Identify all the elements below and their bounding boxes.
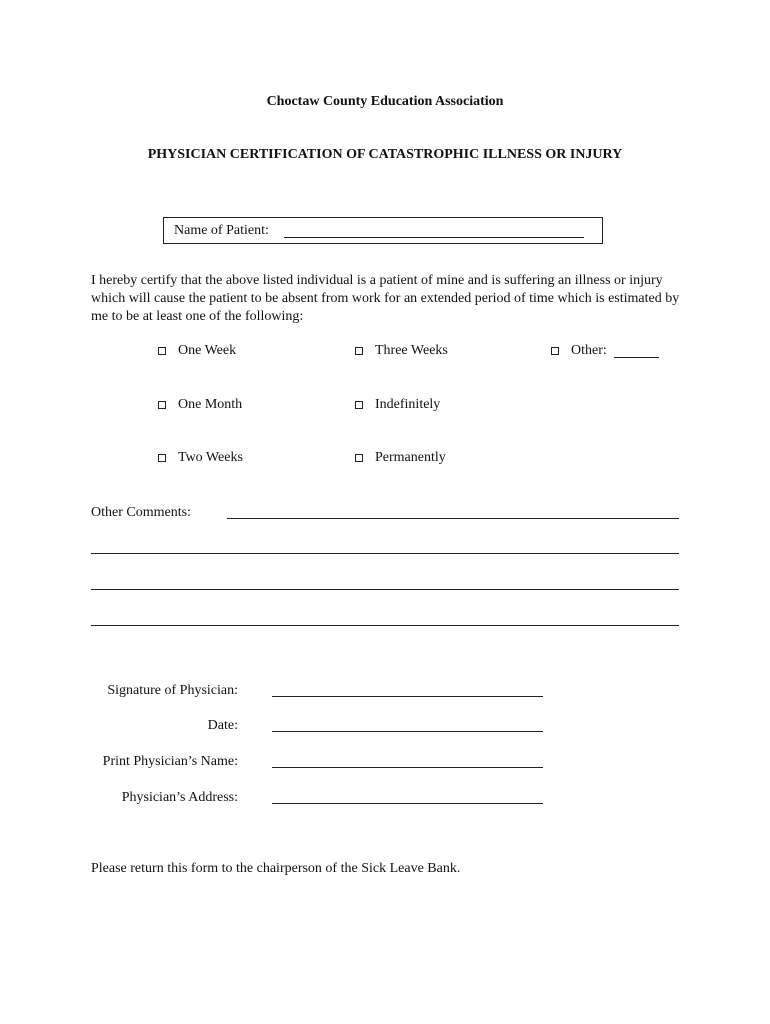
comments-line-3[interactable] [91, 589, 679, 590]
comments-line-1[interactable] [227, 518, 679, 519]
form-title: PHYSICIAN CERTIFICATION OF CATASTROPHIC ILLNESS OR INJURY [147, 147, 623, 162]
date-field[interactable] [272, 731, 543, 732]
option-three-weeks[interactable] [355, 343, 448, 359]
return-instructions: Please return this form to the chairperson of the Sick Leave Bank. [91, 861, 461, 876]
comments-line-4[interactable] [91, 625, 679, 626]
option-two-weeks[interactable] [158, 450, 243, 466]
signature-label: Signature of Physician: [107, 683, 238, 698]
checkbox-one-week[interactable] [158, 347, 166, 355]
option-one-week-label: One Week [178, 343, 237, 358]
patient-name-field[interactable] [284, 237, 584, 238]
date-label: Date: [207, 718, 238, 733]
print-name-field[interactable] [272, 767, 543, 768]
option-one-week[interactable] [158, 343, 236, 359]
option-one-month[interactable] [158, 397, 242, 413]
option-one-month-label: One Month [178, 397, 243, 412]
checkbox-one-month[interactable] [158, 401, 166, 409]
option-other[interactable] [551, 343, 659, 359]
comments-line-2[interactable] [91, 553, 679, 554]
checkbox-permanently[interactable] [355, 454, 363, 462]
certification-statement: I hereby certify that the above listed individual is a patient of mine and is suffering an illness or injury which will cause the patient to be absent from work for an extended period of time which is estimated by me to be at least one of the following: [91, 273, 680, 324]
signature-field[interactable] [272, 696, 543, 697]
option-permanently-label: Permanently [375, 450, 446, 465]
address-label: Physician’s Address: [121, 790, 238, 805]
option-permanently[interactable] [355, 450, 446, 466]
patient-name-label: Name of Patient: [174, 223, 269, 238]
print-name-label: Print Physician’s Name: [102, 754, 238, 769]
option-indefinitely[interactable] [355, 397, 440, 413]
option-two-weeks-label: Two Weeks [178, 450, 243, 465]
option-other-label: Other: [571, 343, 607, 358]
checkbox-other[interactable] [551, 347, 559, 355]
other-duration-field[interactable] [614, 345, 659, 358]
option-indefinitely-label: Indefinitely [375, 397, 441, 412]
organization-title: Choctaw County Education Association [266, 94, 504, 109]
address-field[interactable] [272, 803, 543, 804]
other-comments-label: Other Comments: [91, 505, 191, 520]
checkbox-three-weeks[interactable] [355, 347, 363, 355]
option-three-weeks-label: Three Weeks [375, 343, 448, 358]
checkbox-two-weeks[interactable] [158, 454, 166, 462]
checkbox-indefinitely[interactable] [355, 401, 363, 409]
